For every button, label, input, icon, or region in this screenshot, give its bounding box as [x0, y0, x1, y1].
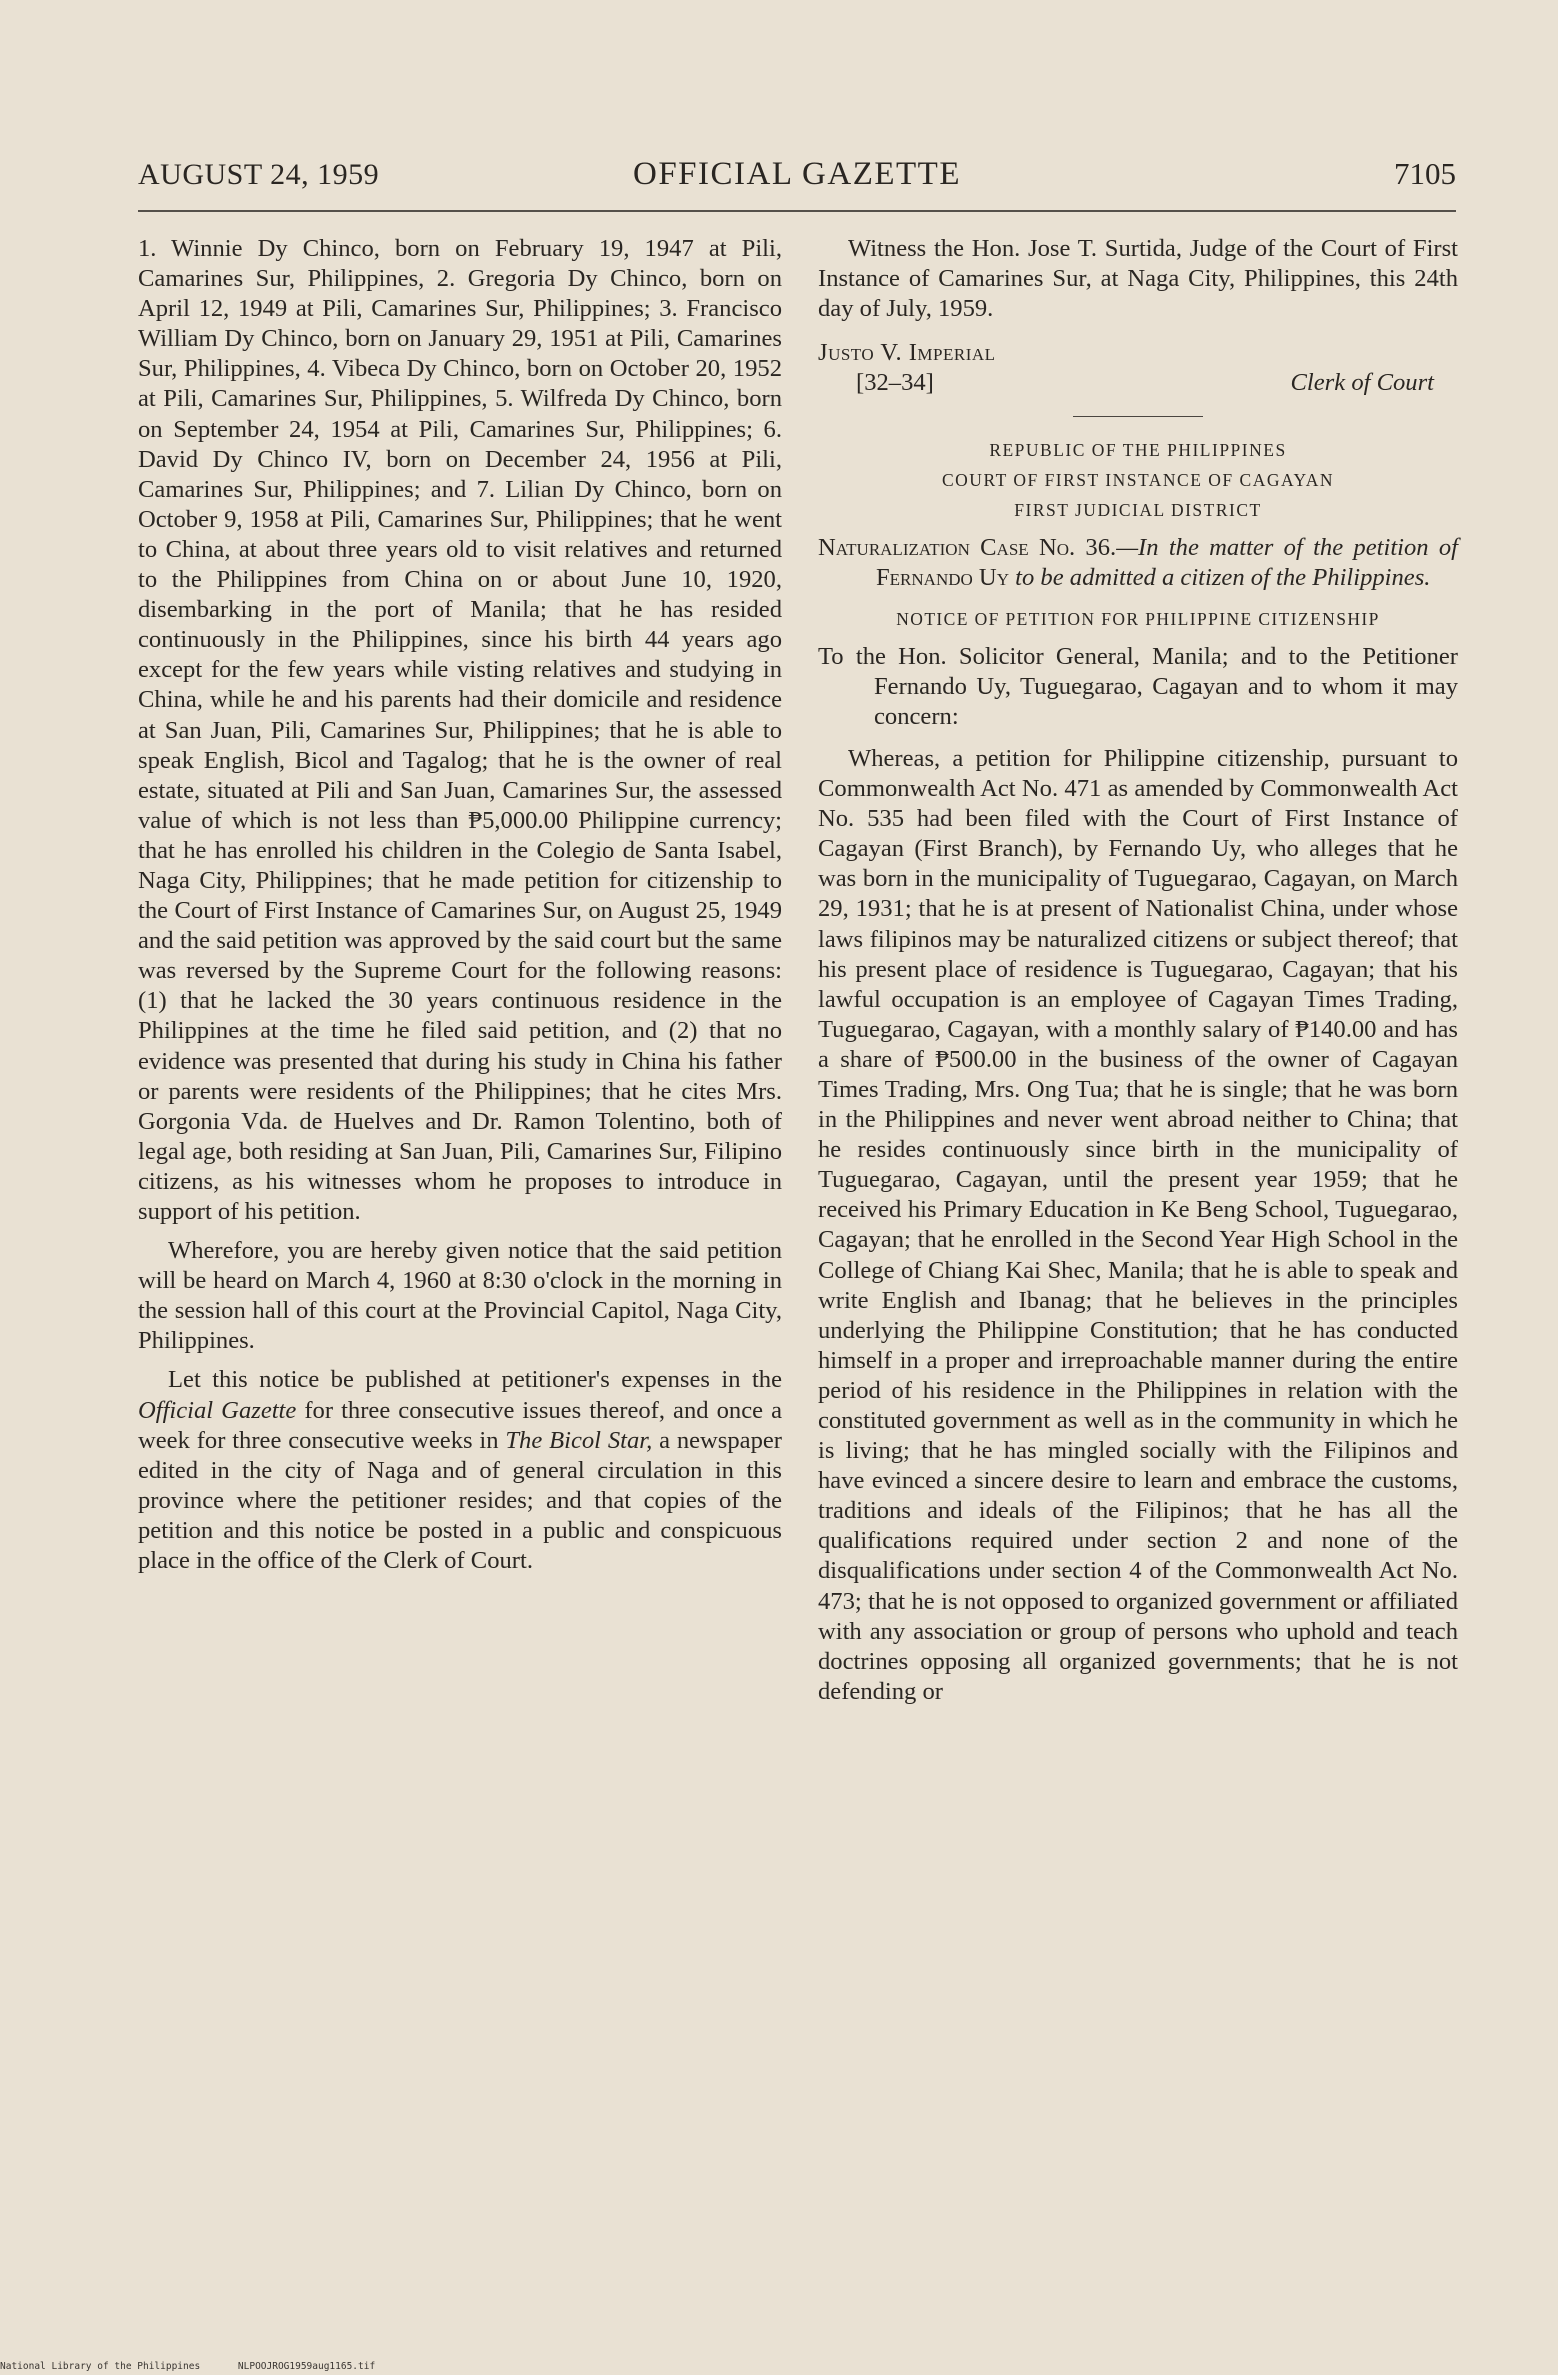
signature-row — [818, 368, 1458, 402]
case-label: Naturalization Case No. 36. — [818, 534, 1117, 562]
official-gazette-reference: Official Gazette — [138, 1396, 297, 1424]
scan-filename: NLPOOJROG1959aug1165.tif — [237, 2361, 376, 2372]
notice-heading: NOTICE OF PETITION FOR PHILIPPINE CITIZENSHIP — [896, 608, 1380, 629]
page-number: 7105 — [1394, 156, 1456, 191]
publication-title: OFFICIAL GAZETTE — [633, 156, 961, 192]
page-header — [138, 150, 1456, 212]
left-column — [138, 234, 782, 1576]
scan-footer — [0, 2361, 407, 2372]
signer-role: Clerk of Court — [1290, 369, 1434, 397]
district-heading: FIRST JUDICIAL DISTRICT — [1014, 500, 1262, 521]
hearing-notice-paragraph: Wherefore, you are hereby given notice that the said petition will be heard on March 4, 1960 at 8:30 o'clock in the morning in the session hall of this court at the Provincial Capitol, Naga City, Philippines. — [138, 1237, 782, 1355]
library-credit: National Library of the Philippines — [0, 2361, 201, 2372]
issue-code: [32–34] — [856, 369, 934, 397]
case-title: Naturalization Case No. 36.—In the matter of the petition of Fernando Uy to be admitted a citizen of the Philippines. — [818, 534, 1458, 592]
address-paragraph: To the Hon. Solicitor General, Manila; and to the Petitioner Fernando Uy, Tuguegarao, Cagayan and to whom it may concern: — [818, 642, 1458, 730]
issue-date: AUGUST 24, 1959 — [138, 158, 380, 191]
signer-name: Justo V. Imperial — [818, 339, 996, 367]
publication-order-paragraph: Let this notice be published at petitioner's expenses in the Official Gazette for three consecutive issues thereof, and once a week for three consecutive weeks in The Bicol Star, a newspaper edited in the city of Naga and of general circulation in this province where the petitioner resides; and that copies of the petition and this notice be posted in a public and conspicuous place in the office of the Clerk of Court. — [138, 1366, 782, 1575]
section-divider — [1073, 416, 1203, 417]
bicol-star-reference: The Bicol Star, — [505, 1426, 653, 1454]
petitioner-name: Fernando Uy — [876, 564, 1009, 592]
republic-heading: REPUBLIC OF THE PHILIPPINES — [989, 440, 1287, 461]
petition-body-paragraph: Whereas, a petition for Philippine citizenship, pursuant to Commonwealth Act No. 471 as amended by Commonwealth Act No. 535 had been filed with the Court of First Instance of Cagayan (First Branch), by Fernando Uy, who alleges that he was born in the municipality of Tuguegarao, Cagayan, on March 29, 1931; that he is at present of Nationalist China, under whose laws filipinos may be naturalized citizens or subject thereof; that his present place of residence is Tuguegarao, Cagayan; that his lawful occupation is an employee of Cagayan Times Trading, Tuguegarao, Cagayan, with a monthly salary of ₱140.00 and has a share of ₱500.00 in the business of the owner of Cagayan Times Trading, Mrs. Ong Tua; that he is single; that he was born in the Philippines and never went abroad neither to China; that he resides continuously since birth in the municipality of Tuguegarao, Cagayan, until the present year 1959; that he received his Primary Education in Ke Beng School, Tuguegarao, Cagayan; that he enrolled in the Second Year High School in the College of Chiang Kai Shec, Manila; that he is able to speak and write English and Ibanag; that he believes in the principles underlying the Philippine Constitution; that he has conducted himself in a proper and irreproachable manner during the entire period of his residence in the Philippines in relation with the constituted government as well as in the community in which he is living; that he has mingled socially with the Filipinos and have evinced a sincere desire to learn and embrace the customs, traditions and ideals of the Filipinos; that he has all the qualifications required under section 2 and none of the disqualifications under section 4 of the Commonwealth Act No. 473; that he is not opposed to organized government or affiliated with any association or group of persons who uphold and teach doctrines opposing all organized governments; that he is not defending or — [818, 744, 1458, 1705]
right-column — [818, 234, 1458, 1707]
witness-paragraph: Witness the Hon. Jose T. Surtida, Judge of the Court of First Instance of Camarines Sur, at Naga City, Philippines, this 24th day of July, 1959. — [818, 235, 1458, 323]
children-list-paragraph: 1. Winnie Dy Chinco, born on February 19, 1947 at Pili, Camarines Sur, Philippines, 2. Gregoria Dy Chinco, born on April 12, 1949 at Pili, Camarines Sur, Philippines; 3. Francisco William Dy Chinco, born on January 29, 1951 at Pili, Camarines Sur, Philippines, 4. Vibeca Dy Chinco, born on October 20, 1952 at Pili, Camarines Sur, Philippines, 5. Wilfreda Dy Chinco, born on September 24, 1954 at Pili, Camarines Sur, Philippines; 6. David Dy Chinco IV, born on December 24, 1956 at Pili, Camarines Sur, Philippines; and 7. Lilian Dy Chinco, born on October 9, 1958 at Pili, Camarines Sur, Philippines; that he went to China, at about three years old to visit relatives and returned to the Philippines from China on or about June 10, 1920, disembarking in the port of Manila; that he has resided continuously in the Philippines, since his birth 44 years ago except for the few years while visting relatives and studying in China, while he and his parents had their domicile and residence at San Juan, Pili, Camarines Sur, Philippines; that he is able to speak English, Bicol and Tagalog; that he is the owner of real estate, situated at Pili and San Juan, Camarines Sur, the assessed value of which is not less than ₱5,000.00 Philippine currency; that he has enrolled his children in the Colegio de Santa Isabel, Naga City, Philippines; that he made petition for citizenship to the Court of First Instance of Camarines Sur, on August 25, 1949 and the said petition was approved by the said court but the same was reversed by the Supreme Court for the following reasons: (1) that he lacked the 30 years continuous residence in the Philippines at the time he filed said petition, and (2) that no evidence was presented that during his study in China his father or parents were residents of the Philippines; that he cites Mrs. Gorgonia Vda. de Huelves and Dr. Ramon Tolentino, both of legal age, both residing at San Juan, Pili, Camarines Sur, Filipino citizens, as his witnesses whom he proposes to introduce in support of his petition. — [138, 235, 782, 1225]
court-heading: COURT OF FIRST INSTANCE OF CAGAYAN — [942, 470, 1334, 491]
